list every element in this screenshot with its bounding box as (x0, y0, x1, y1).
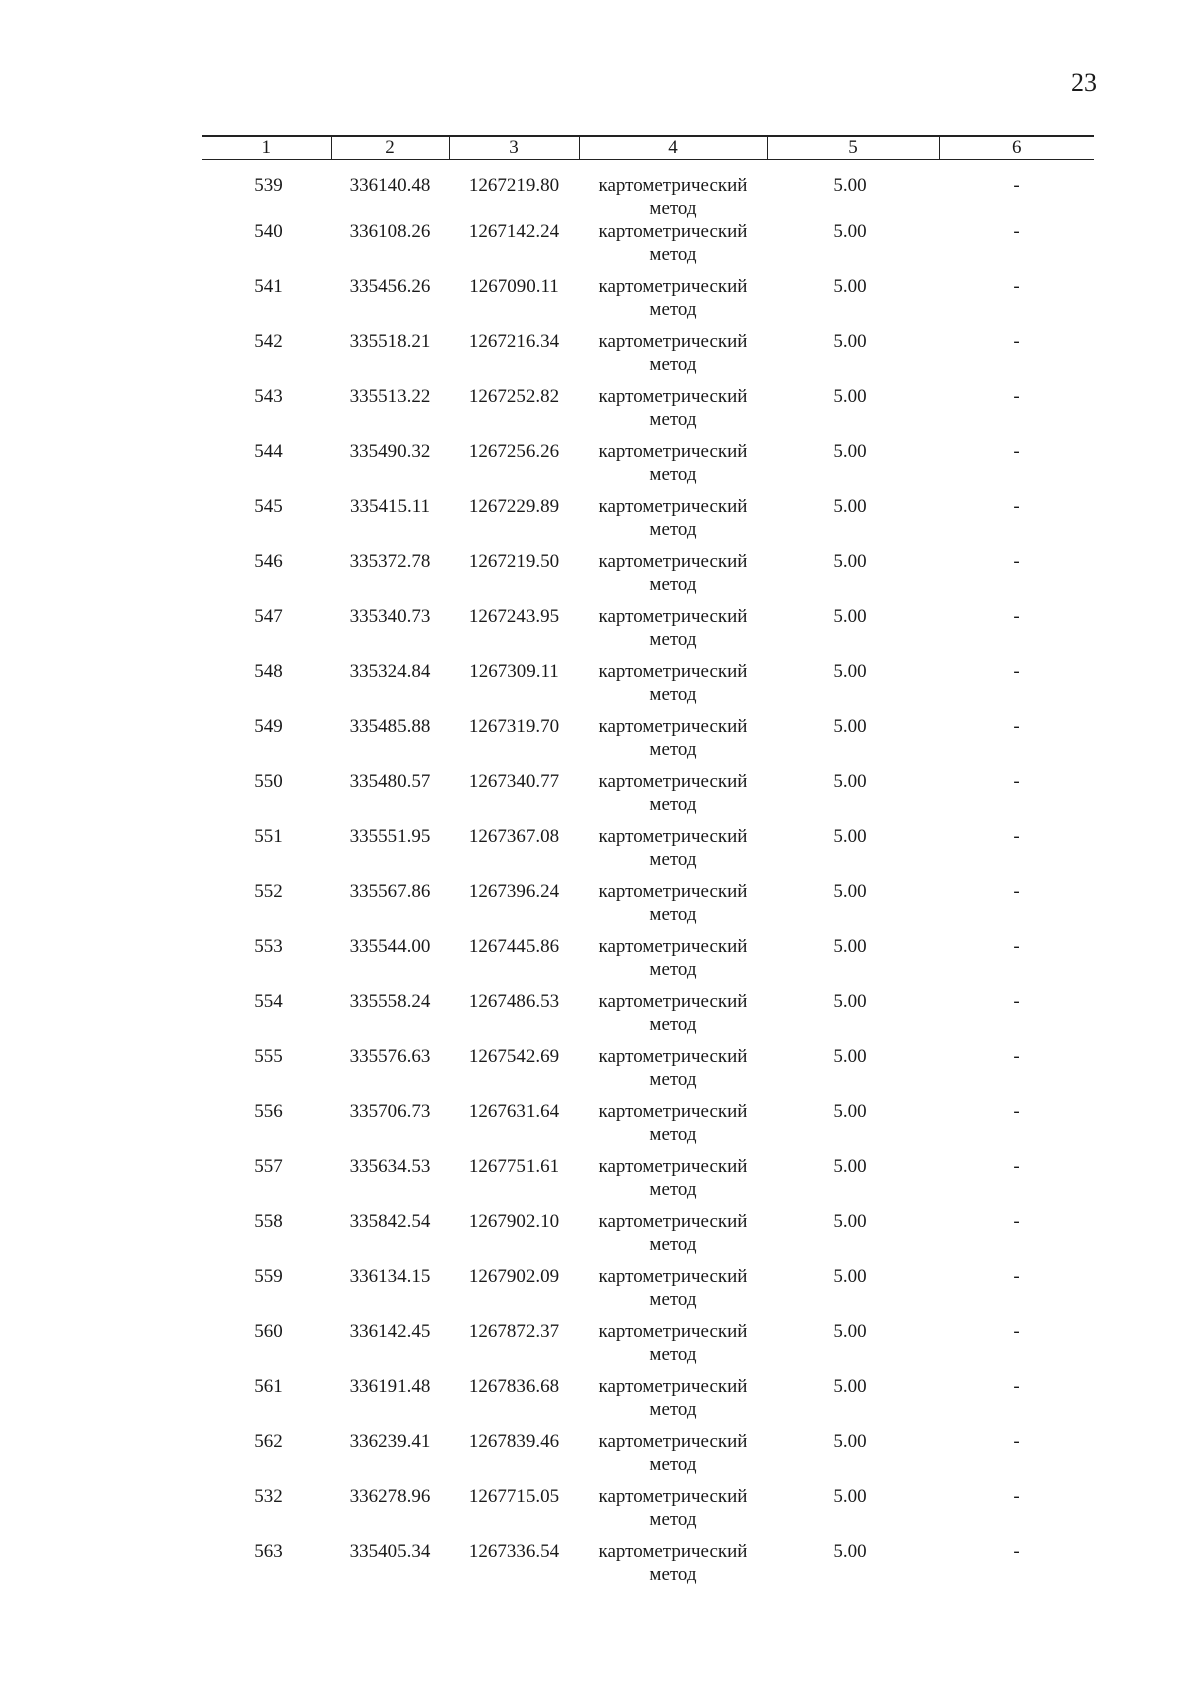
accuracy-cell: 5.00 (833, 496, 867, 517)
point-number-cell: 558 (254, 1211, 283, 1232)
header-col-1: 1 (202, 136, 331, 160)
header-row (202, 136, 1094, 160)
method-line-2: метод (649, 299, 697, 320)
table-row (202, 1100, 1094, 1155)
method-line-1: картометрический (598, 1321, 748, 1342)
method-cell (579, 495, 767, 550)
point-number-cell: 548 (254, 661, 283, 682)
table-row (202, 990, 1094, 1045)
x-coordinate-cell: 335485.88 (349, 716, 431, 737)
method-line-1: картометрический (598, 221, 748, 242)
method-line-1: картометрический (598, 991, 748, 1012)
table-row (202, 385, 1094, 440)
method-line-1: картометрический (598, 386, 748, 407)
table-row (202, 1485, 1094, 1540)
note-cell: - (1013, 1211, 1020, 1232)
note-cell: - (1013, 1486, 1020, 1507)
note-cell: - (1013, 441, 1020, 462)
y-coordinate-cell: 1267902.10 (468, 1211, 560, 1232)
method-cell (579, 1320, 767, 1375)
method-line-1: картометрический (598, 1211, 748, 1232)
y-coordinate-cell: 1267367.08 (468, 826, 560, 847)
method-cell (579, 660, 767, 715)
note-cell: - (1013, 716, 1020, 737)
method-cell (579, 770, 767, 825)
table-row (202, 605, 1094, 660)
point-number-cell: 559 (254, 1266, 283, 1287)
method-cell (579, 1210, 767, 1265)
x-coordinate-cell: 336140.48 (349, 175, 431, 196)
y-coordinate-cell: 1267839.46 (468, 1431, 560, 1452)
method-line-1: картометрический (598, 771, 748, 792)
table-row (202, 220, 1094, 275)
y-coordinate-cell: 1267486.53 (468, 991, 560, 1012)
note-cell: - (1013, 1266, 1020, 1287)
note-cell: - (1013, 771, 1020, 792)
method-line-1: картометрический (598, 881, 748, 902)
point-number-cell: 540 (254, 221, 283, 242)
y-coordinate-cell: 1267542.69 (468, 1046, 560, 1067)
note-cell: - (1013, 826, 1020, 847)
x-coordinate-cell: 335405.34 (349, 1541, 431, 1562)
method-line-1: картометрический (598, 1541, 748, 1562)
x-coordinate-cell: 335340.73 (349, 606, 431, 627)
x-coordinate-cell: 336108.26 (349, 221, 431, 242)
note-cell: - (1013, 1101, 1020, 1122)
table-row (202, 160, 1094, 221)
table-row (202, 880, 1094, 935)
table-row (202, 1045, 1094, 1100)
accuracy-cell: 5.00 (833, 716, 867, 737)
note-cell: - (1013, 1321, 1020, 1342)
table-row (202, 715, 1094, 770)
table-row (202, 1210, 1094, 1265)
method-line-1: картометрический (598, 1376, 748, 1397)
method-line-2: метод (649, 1234, 697, 1255)
y-coordinate-cell: 1267142.24 (468, 221, 560, 242)
x-coordinate-cell: 336278.96 (349, 1486, 431, 1507)
method-line-2: метод (649, 354, 697, 375)
note-cell: - (1013, 221, 1020, 242)
method-cell (579, 385, 767, 440)
accuracy-cell: 5.00 (833, 1266, 867, 1287)
method-cell (579, 1100, 767, 1155)
point-number-cell: 542 (254, 331, 283, 352)
table-header (202, 136, 1094, 160)
note-cell: - (1013, 1376, 1020, 1397)
point-number-cell: 556 (254, 1101, 283, 1122)
accuracy-cell: 5.00 (833, 276, 867, 297)
y-coordinate-cell: 1267445.86 (468, 936, 560, 957)
point-number-cell: 552 (254, 881, 283, 902)
x-coordinate-cell: 335567.86 (349, 881, 431, 902)
note-cell: - (1013, 386, 1020, 407)
header-col-2: 2 (331, 136, 449, 160)
accuracy-cell: 5.00 (833, 826, 867, 847)
x-coordinate-cell: 335513.22 (349, 386, 431, 407)
point-number-cell: 547 (254, 606, 283, 627)
table-row (202, 825, 1094, 880)
header-col-5: 5 (767, 136, 939, 160)
y-coordinate-cell: 1267872.37 (468, 1321, 560, 1342)
table-row (202, 1375, 1094, 1430)
x-coordinate-cell: 335490.32 (349, 441, 431, 462)
coordinates-table-container (202, 135, 1094, 1595)
note-cell: - (1013, 276, 1020, 297)
method-line-2: метод (649, 794, 697, 815)
method-line-1: картометрический (598, 441, 748, 462)
method-cell (579, 1430, 767, 1485)
y-coordinate-cell: 1267216.34 (468, 331, 560, 352)
method-line-2: метод (649, 1564, 697, 1585)
y-coordinate-cell: 1267396.24 (468, 881, 560, 902)
note-cell: - (1013, 331, 1020, 352)
method-line-2: метод (649, 1014, 697, 1035)
accuracy-cell: 5.00 (833, 1211, 867, 1232)
coordinates-table (202, 135, 1094, 1595)
x-coordinate-cell: 335576.63 (349, 1046, 431, 1067)
note-cell: - (1013, 1046, 1020, 1067)
method-line-2: метод (649, 409, 697, 430)
method-line-1: картометрический (598, 331, 748, 352)
method-cell (579, 880, 767, 935)
method-line-2: метод (649, 1179, 697, 1200)
method-cell (579, 550, 767, 605)
point-number-cell: 546 (254, 551, 283, 572)
method-cell (579, 825, 767, 880)
method-cell (579, 440, 767, 495)
header-col-6: 6 (939, 136, 1094, 160)
method-cell (579, 330, 767, 385)
method-cell (579, 1045, 767, 1100)
method-cell (579, 1265, 767, 1320)
point-number-cell: 563 (254, 1541, 283, 1562)
table-row (202, 770, 1094, 825)
point-number-cell: 554 (254, 991, 283, 1012)
method-line-2: метод (649, 1344, 697, 1365)
table-row (202, 1155, 1094, 1210)
y-coordinate-cell: 1267715.05 (468, 1486, 560, 1507)
method-line-1: картометрический (598, 1046, 748, 1067)
x-coordinate-cell: 335551.95 (349, 826, 431, 847)
method-line-2: метод (649, 1069, 697, 1090)
method-line-1: картометрический (598, 936, 748, 957)
method-line-1: картометрический (598, 1431, 748, 1452)
y-coordinate-cell: 1267340.77 (468, 771, 560, 792)
method-line-2: метод (649, 198, 697, 219)
method-line-1: картометрический (598, 1156, 748, 1177)
table-row (202, 1265, 1094, 1320)
note-cell: - (1013, 881, 1020, 902)
table-row (202, 660, 1094, 715)
note-cell: - (1013, 496, 1020, 517)
method-line-2: метод (649, 739, 697, 760)
method-line-2: метод (649, 849, 697, 870)
point-number-cell: 549 (254, 716, 283, 737)
method-cell (579, 935, 767, 990)
method-line-1: картометрический (598, 1486, 748, 1507)
method-line-2: метод (649, 464, 697, 485)
note-cell: - (1013, 551, 1020, 572)
table-row (202, 550, 1094, 605)
x-coordinate-cell: 335480.57 (349, 771, 431, 792)
x-coordinate-cell: 336239.41 (349, 1431, 431, 1452)
accuracy-cell: 5.00 (833, 881, 867, 902)
y-coordinate-cell: 1267836.68 (468, 1376, 560, 1397)
note-cell: - (1013, 936, 1020, 957)
point-number-cell: 553 (254, 936, 283, 957)
point-number-cell: 562 (254, 1431, 283, 1452)
table-row (202, 495, 1094, 550)
method-cell (579, 1155, 767, 1210)
accuracy-cell: 5.00 (833, 1376, 867, 1397)
note-cell: - (1013, 1156, 1020, 1177)
method-line-1: картометрический (598, 496, 748, 517)
y-coordinate-cell: 1267256.26 (468, 441, 560, 462)
method-line-1: картометрический (598, 551, 748, 572)
method-cell (579, 160, 767, 221)
accuracy-cell: 5.00 (833, 551, 867, 572)
note-cell: - (1013, 175, 1020, 196)
method-cell (579, 220, 767, 275)
header-col-3: 3 (449, 136, 579, 160)
point-number-cell: 560 (254, 1321, 283, 1342)
y-coordinate-cell: 1267090.11 (469, 276, 559, 297)
method-line-2: метод (649, 1454, 697, 1475)
accuracy-cell: 5.00 (833, 661, 867, 682)
x-coordinate-cell: 335544.00 (349, 936, 431, 957)
note-cell: - (1013, 1431, 1020, 1452)
point-number-cell: 555 (254, 1046, 283, 1067)
accuracy-cell: 5.00 (833, 1431, 867, 1452)
method-line-2: метод (649, 1124, 697, 1145)
method-line-1: картометрический (598, 1101, 748, 1122)
x-coordinate-cell: 336142.45 (349, 1321, 431, 1342)
table-row (202, 275, 1094, 330)
point-number-cell: 557 (254, 1156, 283, 1177)
x-coordinate-cell: 335324.84 (349, 661, 431, 682)
table-row (202, 440, 1094, 495)
method-line-2: метод (649, 959, 697, 980)
point-number-cell: 545 (254, 496, 283, 517)
method-line-2: метод (649, 1289, 697, 1310)
method-line-1: картометрический (598, 606, 748, 627)
y-coordinate-cell: 1267902.09 (468, 1266, 560, 1287)
method-line-2: метод (649, 629, 697, 650)
table-body (202, 160, 1094, 1596)
table-row (202, 1430, 1094, 1485)
method-line-2: метод (649, 1509, 697, 1530)
y-coordinate-cell: 1267219.50 (468, 551, 560, 572)
method-cell (579, 605, 767, 660)
y-coordinate-cell: 1267219.80 (468, 175, 560, 196)
x-coordinate-cell: 335634.53 (349, 1156, 431, 1177)
accuracy-cell: 5.00 (833, 1101, 867, 1122)
accuracy-cell: 5.00 (833, 441, 867, 462)
y-coordinate-cell: 1267243.95 (468, 606, 560, 627)
method-line-2: метод (649, 904, 697, 925)
note-cell: - (1013, 991, 1020, 1012)
point-number-cell: 543 (254, 386, 283, 407)
method-line-1: картометрический (598, 1266, 748, 1287)
accuracy-cell: 5.00 (833, 1486, 867, 1507)
method-line-2: метод (649, 684, 697, 705)
point-number-cell: 550 (254, 771, 283, 792)
accuracy-cell: 5.00 (833, 1321, 867, 1342)
y-coordinate-cell: 1267336.54 (468, 1541, 560, 1562)
accuracy-cell: 5.00 (833, 1046, 867, 1067)
y-coordinate-cell: 1267751.61 (468, 1156, 560, 1177)
x-coordinate-cell: 335372.78 (349, 551, 431, 572)
point-number-cell: 541 (254, 276, 283, 297)
accuracy-cell: 5.00 (833, 386, 867, 407)
accuracy-cell: 5.00 (833, 331, 867, 352)
point-number-cell: 561 (254, 1376, 283, 1397)
table-row (202, 1320, 1094, 1375)
x-coordinate-cell: 335842.54 (349, 1211, 431, 1232)
accuracy-cell: 5.00 (833, 771, 867, 792)
y-coordinate-cell: 1267631.64 (468, 1101, 560, 1122)
point-number-cell: 544 (254, 441, 283, 462)
point-number-cell: 539 (254, 175, 283, 196)
method-cell (579, 1375, 767, 1430)
header-col-4: 4 (579, 136, 767, 160)
method-line-2: метод (649, 1399, 697, 1420)
x-coordinate-cell: 335415.11 (349, 496, 431, 517)
x-coordinate-cell: 335558.24 (349, 991, 431, 1012)
method-line-1: картометрический (598, 716, 748, 737)
x-coordinate-cell: 335518.21 (349, 331, 431, 352)
x-coordinate-cell: 335456.26 (349, 276, 431, 297)
accuracy-cell: 5.00 (833, 1156, 867, 1177)
accuracy-cell: 5.00 (833, 1541, 867, 1562)
method-line-1: картометрический (598, 826, 748, 847)
x-coordinate-cell: 335706.73 (349, 1101, 431, 1122)
y-coordinate-cell: 1267319.70 (468, 716, 560, 737)
method-line-1: картометрический (598, 661, 748, 682)
accuracy-cell: 5.00 (833, 991, 867, 1012)
method-cell (579, 715, 767, 770)
note-cell: - (1013, 606, 1020, 627)
accuracy-cell: 5.00 (833, 221, 867, 242)
method-line-2: метод (649, 244, 697, 265)
accuracy-cell: 5.00 (833, 606, 867, 627)
note-cell: - (1013, 661, 1020, 682)
x-coordinate-cell: 336191.48 (349, 1376, 431, 1397)
point-number-cell: 532 (254, 1486, 283, 1507)
y-coordinate-cell: 1267252.82 (468, 386, 560, 407)
method-line-2: метод (649, 519, 697, 540)
method-line-1: картометрический (598, 175, 748, 196)
y-coordinate-cell: 1267229.89 (468, 496, 560, 517)
method-cell (579, 1540, 767, 1595)
method-line-2: метод (649, 574, 697, 595)
table-row (202, 935, 1094, 990)
page-number: 23 (1071, 68, 1097, 97)
x-coordinate-cell: 336134.15 (349, 1266, 431, 1287)
method-cell (579, 275, 767, 330)
table-row (202, 1540, 1094, 1595)
y-coordinate-cell: 1267309.11 (469, 661, 559, 682)
point-number-cell: 551 (254, 826, 283, 847)
accuracy-cell: 5.00 (833, 175, 867, 196)
method-cell (579, 1485, 767, 1540)
method-line-1: картометрический (598, 276, 748, 297)
accuracy-cell: 5.00 (833, 936, 867, 957)
note-cell: - (1013, 1541, 1020, 1562)
method-cell (579, 990, 767, 1045)
table-row (202, 330, 1094, 385)
